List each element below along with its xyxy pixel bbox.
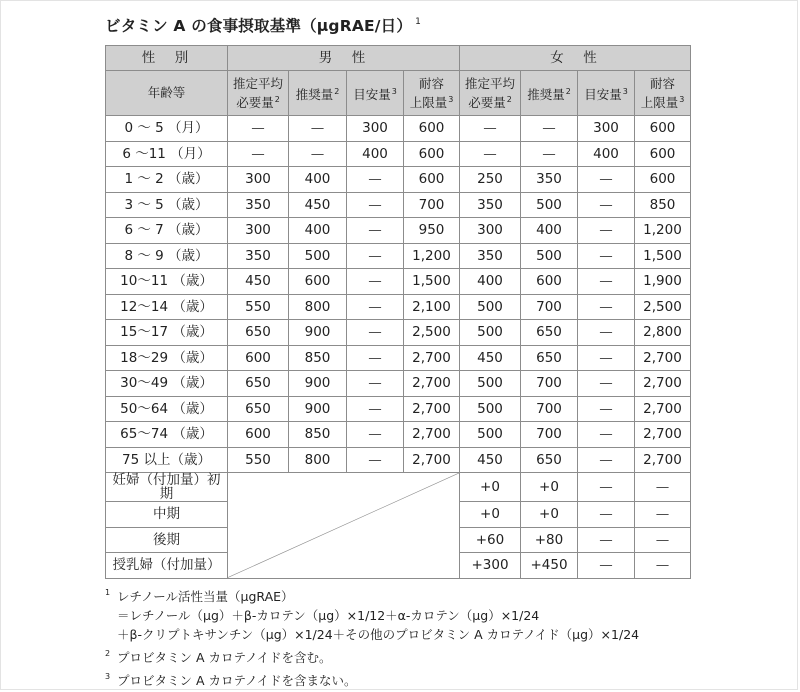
female-value-cell: — (635, 553, 691, 579)
age-group-cell: 65～74 （歳） (106, 422, 228, 448)
table-row (106, 320, 691, 346)
footnotes (105, 583, 745, 690)
table-row (106, 294, 691, 320)
female-value-cell: — (521, 141, 578, 167)
female-value-cell: — (578, 473, 635, 502)
female-value-cell: — (635, 527, 691, 553)
female-value-cell: 300 (460, 218, 521, 244)
table-body (106, 116, 691, 579)
age-group-cell: 12～14 （歳） (106, 294, 228, 320)
male-value-cell: 600 (228, 345, 289, 371)
female-value-cell: 350 (460, 192, 521, 218)
female-value-cell: 400 (460, 269, 521, 295)
female-value-cell: 600 (635, 116, 691, 142)
table-row (106, 269, 691, 295)
female-value-cell: 350 (521, 167, 578, 193)
male-value-cell: — (347, 396, 404, 422)
female-value-cell: — (578, 192, 635, 218)
male-value-cell: 400 (289, 167, 347, 193)
male-value-cell: — (347, 447, 404, 473)
age-group-cell: 6 ～11 （月） (106, 141, 228, 167)
male-value-cell: 800 (289, 447, 347, 473)
female-value-cell: — (635, 473, 691, 502)
female-value-cell: 500 (521, 243, 578, 269)
age-group-cell: 18～29 （歳） (106, 345, 228, 371)
male-value-cell: 1,200 (404, 243, 460, 269)
female-value-cell: +300 (460, 553, 521, 579)
male-value-cell: — (347, 192, 404, 218)
male-value-cell: 2,100 (404, 294, 460, 320)
male-value-cell: 2,500 (404, 320, 460, 346)
female-value-cell: — (521, 116, 578, 142)
table-row (106, 243, 691, 269)
female-value-cell: 350 (460, 243, 521, 269)
female-header: 女 性 (460, 46, 691, 71)
sex-header: 性 別 (106, 46, 228, 71)
male-value-cell: — (347, 269, 404, 295)
male-value-cell: 2,700 (404, 422, 460, 448)
male-ul-header: 耐容 上限量$^3$ (404, 71, 460, 116)
female-value-cell: 600 (635, 167, 691, 193)
female-value-cell: — (578, 553, 635, 579)
female-value-cell: — (578, 422, 635, 448)
age-group-cell: 8 ～ 9 （歳） (106, 243, 228, 269)
male-value-cell: — (228, 116, 289, 142)
age-group-cell: 0 ～ 5 （月） (106, 116, 228, 142)
female-value-cell: — (578, 345, 635, 371)
male-value-cell: — (347, 167, 404, 193)
female-ai-header: 目安量$^3$ (578, 71, 635, 116)
age-group-cell: 50～64 （歳） (106, 396, 228, 422)
male-ai-header: 目安量$^3$ (347, 71, 404, 116)
male-value-cell: — (347, 345, 404, 371)
female-value-cell: +80 (521, 527, 578, 553)
female-value-cell: 2,700 (635, 422, 691, 448)
female-value-cell: 2,500 (635, 294, 691, 320)
age-group-cell: 75 以上（歳） (106, 447, 228, 473)
male-value-cell: 2,700 (404, 447, 460, 473)
female-value-cell: 500 (460, 294, 521, 320)
age-group-cell: 1 ～ 2 （歳） (106, 167, 228, 193)
female-value-cell: 2,700 (635, 447, 691, 473)
male-value-cell: — (347, 371, 404, 397)
female-value-cell: 500 (460, 320, 521, 346)
female-value-cell: — (578, 502, 635, 528)
female-value-cell: 500 (460, 371, 521, 397)
female-value-cell: — (635, 502, 691, 528)
title-footnote-mark: 1 (415, 17, 422, 27)
table-row (106, 396, 691, 422)
male-value-cell: 1,500 (404, 269, 460, 295)
not-applicable-diagonal (228, 473, 460, 579)
female-value-cell: 2,800 (635, 320, 691, 346)
footnote-3: $^3$ プロビタミン A カロテノイドを含まない。 (105, 672, 357, 688)
female-value-cell: 700 (521, 371, 578, 397)
footnote-1: $^1$ レチノール活性当量（μgRAE） (105, 588, 294, 604)
male-value-cell: — (347, 320, 404, 346)
table-row (106, 345, 691, 371)
table-row (106, 447, 691, 473)
female-value-cell: 250 (460, 167, 521, 193)
female-value-cell: 700 (521, 422, 578, 448)
female-value-cell: — (578, 396, 635, 422)
female-ear-header: 推定平均 必要量$^2$ (460, 71, 521, 116)
pregnancy-label-cell: 後期 (106, 527, 228, 553)
table-row (106, 218, 691, 244)
male-value-cell: 700 (404, 192, 460, 218)
male-value-cell: 2,700 (404, 371, 460, 397)
male-value-cell: 400 (347, 141, 404, 167)
female-value-cell: — (578, 447, 635, 473)
male-value-cell: 800 (289, 294, 347, 320)
female-value-cell: — (578, 167, 635, 193)
male-value-cell: — (347, 294, 404, 320)
male-value-cell: — (347, 218, 404, 244)
female-value-cell: 850 (635, 192, 691, 218)
male-value-cell: 600 (289, 269, 347, 295)
female-value-cell: 1,500 (635, 243, 691, 269)
female-value-cell: — (460, 116, 521, 142)
male-value-cell: 550 (228, 294, 289, 320)
female-value-cell: 650 (521, 447, 578, 473)
female-value-cell: 700 (521, 396, 578, 422)
female-value-cell: +450 (521, 553, 578, 579)
female-value-cell: +0 (460, 473, 521, 502)
female-rda-header: 推奨量$^2$ (521, 71, 578, 116)
male-value-cell: — (347, 243, 404, 269)
male-header: 男 性 (228, 46, 460, 71)
female-value-cell: — (578, 294, 635, 320)
female-value-cell: — (578, 243, 635, 269)
male-value-cell: — (347, 422, 404, 448)
lactation-label-cell: 授乳婦（付加量） (106, 553, 228, 579)
male-value-cell: 850 (289, 345, 347, 371)
male-value-cell: 950 (404, 218, 460, 244)
male-value-cell: 650 (228, 320, 289, 346)
female-value-cell: 650 (521, 345, 578, 371)
female-value-cell: 450 (460, 447, 521, 473)
male-value-cell: 600 (404, 167, 460, 193)
male-value-cell: — (289, 141, 347, 167)
male-value-cell: 600 (404, 116, 460, 142)
male-value-cell: 300 (228, 167, 289, 193)
male-value-cell: 600 (228, 422, 289, 448)
female-value-cell: — (578, 269, 635, 295)
pregnancy-label-cell: 妊婦（付加量）初期 (106, 473, 228, 502)
female-value-cell: — (578, 218, 635, 244)
male-value-cell: 550 (228, 447, 289, 473)
table-row (106, 167, 691, 193)
page-title: ビタミン A の食事摂取基準（μgRAE/日） $^1$ (105, 17, 422, 35)
female-value-cell: — (578, 527, 635, 553)
male-value-cell: 350 (228, 243, 289, 269)
female-value-cell: 2,700 (635, 371, 691, 397)
table-row (106, 116, 691, 142)
male-value-cell: — (228, 141, 289, 167)
age-group-cell: 15～17 （歳） (106, 320, 228, 346)
male-value-cell: 450 (289, 192, 347, 218)
female-value-cell: +0 (460, 502, 521, 528)
male-value-cell: 500 (289, 243, 347, 269)
male-rda-header: 推奨量$^2$ (289, 71, 347, 116)
male-value-cell: 650 (228, 371, 289, 397)
male-value-cell: 900 (289, 371, 347, 397)
footnote-1-formula-cont: ＋β-クリプトキサンチン（μg）×1/24＋その他のプロビタミン A カロテノイド（μg）×1/24 (117, 627, 640, 642)
vitamin-a-table (105, 45, 691, 579)
male-value-cell: 2,700 (404, 345, 460, 371)
age-group-cell: 10～11 （歳） (106, 269, 228, 295)
age-group-cell: 30～49 （歳） (106, 371, 228, 397)
female-value-cell: 600 (521, 269, 578, 295)
female-value-cell: 1,200 (635, 218, 691, 244)
male-value-cell: 900 (289, 320, 347, 346)
female-value-cell: 450 (460, 345, 521, 371)
female-value-cell: 600 (635, 141, 691, 167)
female-value-cell: — (578, 320, 635, 346)
male-value-cell: 600 (404, 141, 460, 167)
male-value-cell: 850 (289, 422, 347, 448)
age-group-cell: 3 ～ 5 （歳） (106, 192, 228, 218)
male-value-cell: 350 (228, 192, 289, 218)
table-row (106, 141, 691, 167)
female-value-cell: — (578, 371, 635, 397)
table-row (106, 422, 691, 448)
male-value-cell: 2,700 (404, 396, 460, 422)
table-row (106, 371, 691, 397)
female-value-cell: 300 (578, 116, 635, 142)
female-value-cell: 650 (521, 320, 578, 346)
female-value-cell: 400 (521, 218, 578, 244)
female-value-cell: 700 (521, 294, 578, 320)
female-value-cell: +0 (521, 473, 578, 502)
male-ear-header: 推定平均 必要量$^2$ (228, 71, 289, 116)
female-value-cell: 400 (578, 141, 635, 167)
footnote-2: $^2$ プロビタミン A カロテノイドを含む。 (105, 649, 332, 665)
female-value-cell: +60 (460, 527, 521, 553)
female-value-cell: — (460, 141, 521, 167)
female-value-cell: 2,700 (635, 396, 691, 422)
male-value-cell: 400 (289, 218, 347, 244)
footnote-1-formula: ＝レチノール（μg）＋β-カロテン（μg）×1/12＋α-カロテン（μg）×1/24 (117, 608, 540, 623)
female-value-cell: 500 (460, 396, 521, 422)
male-value-cell: 650 (228, 396, 289, 422)
female-value-cell: +0 (521, 502, 578, 528)
table-row (106, 192, 691, 218)
male-value-cell: 450 (228, 269, 289, 295)
pregnancy-label-cell: 中期 (106, 502, 228, 528)
female-value-cell: 500 (460, 422, 521, 448)
male-value-cell: 300 (347, 116, 404, 142)
female-value-cell: 2,700 (635, 345, 691, 371)
male-value-cell: 900 (289, 396, 347, 422)
male-value-cell: — (289, 116, 347, 142)
age-header: 年齢等 (106, 71, 228, 116)
age-group-cell: 6 ～ 7 （歳） (106, 218, 228, 244)
table-row (106, 473, 691, 502)
female-ul-header: 耐容 上限量$^3$ (635, 71, 691, 116)
female-value-cell: 500 (521, 192, 578, 218)
male-value-cell: 300 (228, 218, 289, 244)
female-value-cell: 1,900 (635, 269, 691, 295)
